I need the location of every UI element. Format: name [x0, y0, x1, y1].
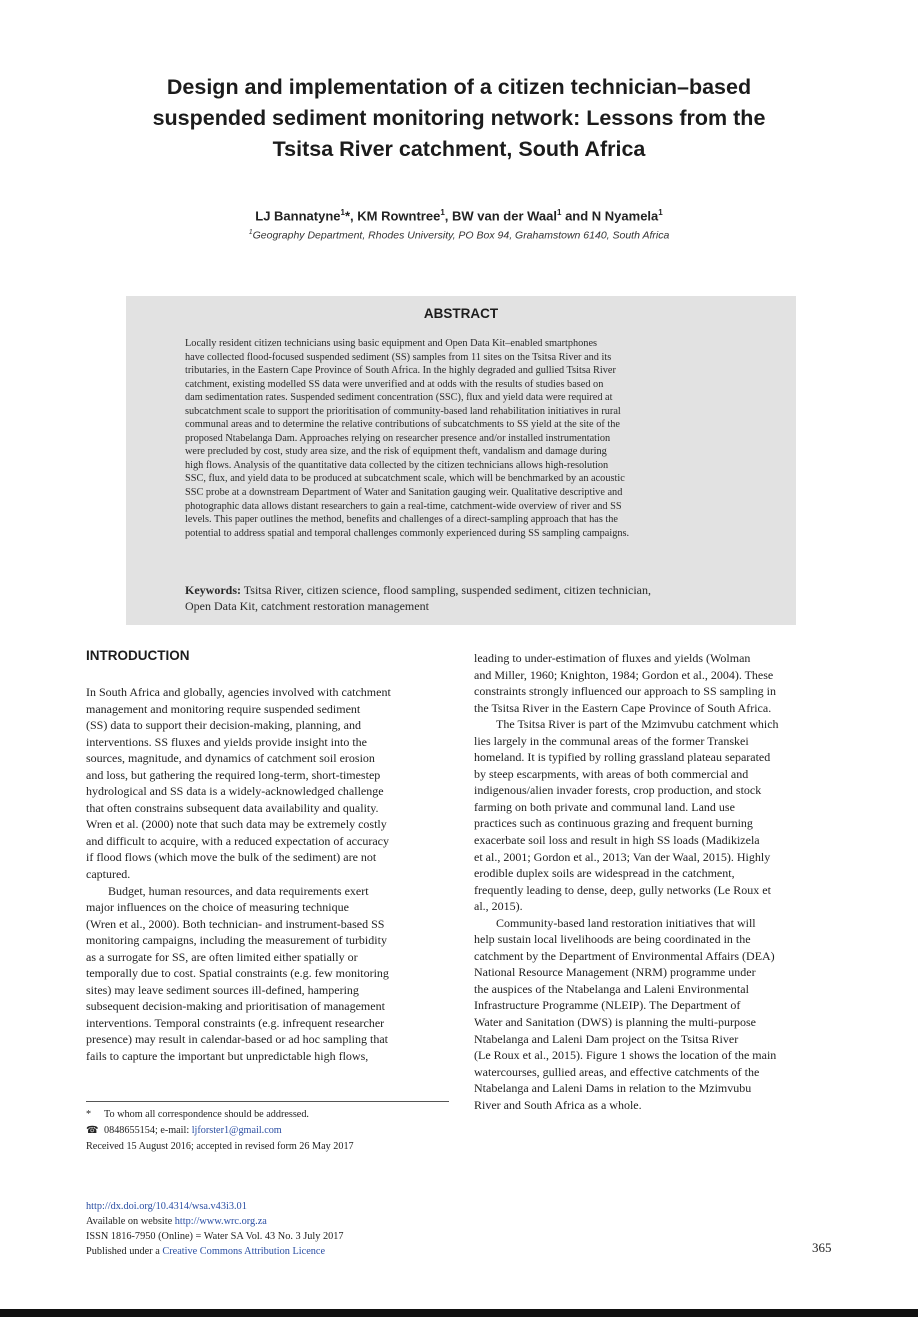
abstract-line: subcatchment scale to support the prioritisation of community-based land rehabilitation initiatives in rural — [185, 405, 621, 417]
affiliation-marker: 1 — [248, 229, 253, 236]
body-line: Infrastructure Programme (NLEIP). The Department of — [474, 998, 741, 1013]
body-line: sites) may leave sediment sources ill-defined, hampering — [86, 982, 359, 997]
affiliation-marker: 1 — [340, 208, 345, 217]
body-line: that often constrains subsequent data availability and quality. — [86, 800, 379, 815]
author-name: , KM Rowntree — [350, 208, 441, 224]
section-heading-introduction: INTRODUCTION — [86, 648, 190, 663]
body-line: interventions. SS fluxes and yields provide insight into the — [86, 734, 367, 749]
body-line: The Tsitsa River is part of the Mzimvubu catchment which — [496, 717, 779, 732]
title-line: Tsitsa River catchment, South Africa — [272, 137, 646, 161]
received-date: Received 15 August 2016; accepted in revised form 26 May 2017 — [86, 1141, 354, 1152]
body-line: In South Africa and globally, agencies involved with catchment — [86, 685, 391, 699]
body-line: major influences on the choice of measuring technique — [86, 900, 349, 915]
body-line: et al., 2001; Gordon et al., 2013; Van der Waal, 2015). Highly — [474, 849, 771, 864]
abstract-line: SSC probe at a downstream Department of Water and Sanitation gauging weir. Qualitative descriptive and — [185, 487, 623, 499]
body-line: and loss, but gathering the required long-term, short-timestep — [86, 767, 381, 782]
website-link[interactable]: http://www.wrc.org.za — [174, 1216, 267, 1227]
body-line: temporally due to cost. Spatial constraints (e.g. few monitoring — [86, 966, 389, 981]
keywords-label: Keywords: — [185, 583, 241, 597]
publication-info — [86, 1199, 586, 1259]
keywords-text: Tsitsa River, citizen science, flood sampling, suspended sediment, citizen technician, — [241, 583, 652, 597]
body-line: management and monitoring require suspended sediment — [86, 701, 361, 716]
affiliation-marker: 1 — [557, 208, 562, 217]
body-line: constraints strongly influenced our approach to SS sampling in — [474, 684, 776, 699]
body-column-left — [86, 684, 448, 1065]
author-name: , BW van der Waal — [444, 208, 557, 224]
body-line: fails to capture the important but unpredictable high flows, — [86, 1049, 369, 1064]
body-line: leading to under-estimation of fluxes and yields (Wolman — [474, 651, 751, 665]
body-line: erodible duplex soils are widespread in the catchment, — [474, 866, 735, 881]
email-link[interactable]: ljforster1@gmail.com — [191, 1125, 282, 1136]
affiliation-text: Geography Department, Rhodes University, PO Box 94, Grahamstown 6140, South Africa — [252, 229, 670, 242]
body-line: the auspices of the Ntabelanga and Laleni Environmental — [474, 981, 749, 996]
body-line: (Wren et al., 2000). Both technician- and instrument-based SS — [86, 916, 385, 931]
body-line: homeland. It is typified by rolling grassland plateau separated — [474, 750, 771, 765]
body-line: Budget, human resources, and data requirements exert — [108, 883, 369, 898]
abstract-line: photographic data allows distant researchers to gain a real-time, catchment-wide overview of river and SS — [185, 500, 622, 512]
keywords — [185, 582, 745, 614]
body-column-right — [474, 650, 839, 1113]
body-line: and difficult to acquire, with a reduced expectation of accuracy — [86, 833, 389, 848]
body-line: and Miller, 1960; Knighton, 1984; Gordon et al., 2004). These — [474, 667, 774, 682]
body-line: presence) may result in calendar-based or ad hoc sampling that — [86, 1032, 388, 1047]
body-line: hydrological and SS data is a widely-acknowledged challenge — [86, 784, 384, 799]
author-name: LJ Bannatyne — [255, 208, 341, 224]
corresponding-star: * — [344, 208, 351, 224]
body-line: catchment by the Department of Environmental Affairs (DEA) — [474, 948, 775, 963]
body-line: monitoring campaigns, including the measurement of turbidity — [86, 933, 387, 948]
body-line: exacerbate soil loss and result in high SS loads (Madikizela — [474, 833, 760, 848]
body-line: al., 2015). — [474, 899, 523, 914]
abstract-line: proposed Ntabelanga Dam. Approaches relying on researcher presence and/or installed instrumentation — [185, 432, 611, 444]
affiliation — [120, 229, 798, 242]
body-line: Ntabelanga and Laleni Dam project on the Tsitsa River — [474, 1031, 739, 1046]
body-line: River and South Africa as a whole. — [474, 1097, 642, 1112]
abstract-line: levels. This paper outlines the method, benefits and challenges of a direct-sampling approach that has the — [185, 514, 619, 526]
body-line: as a surrogate for SS, are often limited either spatially or — [86, 949, 358, 964]
licence-link[interactable]: Creative Commons Attribution Licence — [162, 1246, 326, 1257]
body-line: farming on both private and communal land. Land use — [474, 799, 735, 814]
title-line: suspended sediment monitoring network: Lessons from the — [152, 106, 766, 130]
page-number: 365 — [812, 1240, 832, 1255]
body-line: frequently leading to dense, deep, gully networks (Le Roux et — [474, 882, 771, 897]
issn-text: ISSN 1816-7950 (Online) = Water SA Vol. 43 No. 3 July 2017 — [86, 1231, 344, 1242]
body-line: subsequent decision-making and prioritisation of management — [86, 999, 385, 1014]
footnote-star: * — [86, 1109, 92, 1120]
body-line: Community-based land restoration initiatives that will — [496, 915, 756, 930]
body-line: lies largely in the communal areas of the former Transkei — [474, 733, 749, 748]
body-line: Wren et al. (2000) note that such data may be extremely costly — [86, 817, 387, 832]
abstract-line: Locally resident citizen technicians using basic equipment and Open Data Kit–enabled smartphones — [185, 338, 598, 349]
abstract-line: were precluded by cost, study area size, and the risk of equipment theft, vandalism and damage during — [185, 446, 607, 458]
abstract-line: SSC, flux, and yield data to be produced at subcatchment scale, which will be benchmarked by an acoustic — [185, 473, 625, 485]
affiliation-marker: 1 — [440, 208, 445, 217]
available-label: Available on website — [86, 1216, 175, 1227]
body-line: by steep escarpments, with areas of both commercial and — [474, 766, 749, 781]
abstract-line: high flows. Analysis of the quantitative data collected by the citizen technicians allows high-resolution — [185, 459, 609, 471]
doi-link[interactable]: http://dx.doi.org/10.4314/wsa.v43i3.01 — [86, 1201, 247, 1212]
title-line: Design and implementation of a citizen technician–based — [166, 75, 752, 99]
abstract-line: potential to address spatial and temporal challenges commonly experienced during SS sampling campaigns. — [185, 527, 630, 539]
keywords-text: Open Data Kit, catchment restoration management — [185, 599, 429, 613]
author-name: and N Nyamela — [561, 208, 659, 224]
abstract-line: have collected flood-focused suspended sediment (SS) samples from 11 sites on the Tsitsa River and its — [185, 351, 612, 363]
body-line: sources, magnitude, and dynamics of catchment soil erosion — [86, 751, 375, 766]
footnotes — [86, 1107, 449, 1155]
body-line: Ntabelanga and Laleni Dams in relation to the Mzimvubu — [474, 1081, 752, 1096]
body-line: help sustain local livelihoods are being coordinated in the — [474, 932, 751, 947]
footnote-divider — [86, 1101, 449, 1102]
body-line: (SS) data to support their decision-making, planning, and — [86, 718, 361, 733]
phone-icon: ☎ — [86, 1125, 99, 1136]
abstract-box — [126, 296, 796, 625]
paper-title — [80, 72, 838, 165]
body-line: the Tsitsa River in the Eastern Cape Province of South Africa. — [474, 700, 772, 715]
body-line: Water and Sanitation (DWS) is planning the multi-purpose — [474, 1015, 756, 1030]
abstract-text — [185, 337, 739, 540]
abstract-line: dam sedimentation rates. Suspended sediment concentration (SSC), flux and yield data were required at — [185, 392, 613, 404]
abstract-line: tributaries, in the Eastern Cape Province of South Africa. In the highly degraded and gullied Tsitsa River — [185, 365, 616, 377]
body-line: if flood flows (which move the bulk of the sediment) are not — [86, 850, 377, 865]
body-line: practices such as continuous grazing and frequent burning — [474, 816, 753, 831]
correspondence-note: To whom all correspondence should be addressed. — [104, 1109, 309, 1120]
body-line: National Resource Management (NRM) programme under — [474, 965, 756, 980]
abstract-line: catchment, existing modelled SS data were unverified and at odds with the results of studies based on — [185, 378, 604, 390]
bottom-border — [0, 1309, 918, 1317]
body-line: (Le Roux et al., 2015). Figure 1 shows the location of the main — [474, 1048, 777, 1063]
abstract-line: communal areas and to determine the relative contributions of subcatchments to SS yield at the site of the — [185, 419, 620, 431]
body-line: interventions. Temporal constraints (e.g. infrequent researcher — [86, 1015, 385, 1030]
author-list — [120, 208, 798, 223]
phone-text: 0848655154; e-mail: — [104, 1125, 192, 1136]
body-line: indigenous/alien invader forests, crop production, and stock — [474, 783, 762, 798]
abstract-heading: ABSTRACT — [423, 306, 499, 321]
body-line: captured. — [86, 867, 131, 882]
published-label: Published under a — [86, 1246, 163, 1257]
body-line: watercourses, gullied areas, and effective catchments of the — [474, 1064, 760, 1079]
affiliation-marker: 1 — [658, 208, 663, 217]
